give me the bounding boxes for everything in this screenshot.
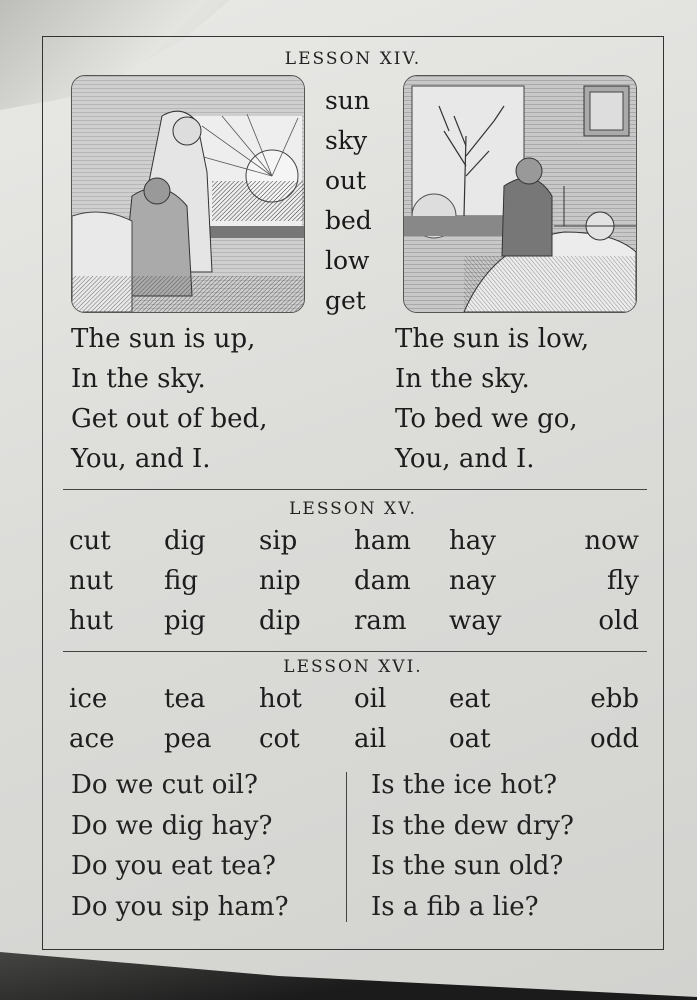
grid-word: nip: [259, 566, 301, 596]
lesson-divider: [63, 651, 647, 652]
lesson-16-left-questions: [71, 765, 289, 927]
vocab-word: get: [325, 286, 366, 315]
lesson-14-word-list: [325, 81, 385, 321]
bedtime-engraving: [404, 76, 636, 312]
grid-word: ram: [354, 606, 407, 636]
vocab-word: sky: [325, 126, 368, 155]
lesson-14-right-verse: [395, 319, 685, 479]
verse-line: The sun is up,: [71, 324, 256, 354]
grid-word: old: [598, 606, 639, 636]
lesson-15-word-grid: [69, 521, 639, 641]
grid-word: oil: [354, 684, 387, 714]
verse-line: Get out of bed,: [71, 404, 268, 434]
grid-word: way: [449, 606, 502, 636]
sunrise-illustration: [71, 75, 305, 313]
lesson-14-heading: LESSON XIV.: [284, 49, 422, 69]
grid-word: dip: [259, 606, 301, 636]
question-line: Do we dig hay?: [71, 810, 273, 841]
vocab-word: sun: [325, 86, 371, 115]
grid-word: tea: [164, 684, 206, 714]
bedtime-illustration: [403, 75, 637, 313]
grid-word: pig: [164, 606, 206, 636]
grid-word: hay: [449, 526, 496, 556]
grid-word: eat: [449, 684, 491, 714]
question-line: Is the ice hot?: [371, 770, 558, 800]
grid-word: dig: [164, 526, 206, 556]
grid-word: hut: [69, 606, 113, 636]
grid-word: oat: [449, 724, 491, 754]
lesson-14-left-verse: [71, 319, 361, 479]
grid-word: ham: [354, 526, 411, 556]
lesson-16-word-grid: [69, 679, 639, 759]
grid-word: cot: [259, 724, 300, 754]
question-line: Is the sun old?: [371, 851, 564, 881]
question-line: Do you eat tea?: [71, 851, 276, 881]
grid-word: ebb: [590, 684, 639, 714]
grid-word: fly: [606, 566, 639, 596]
grid-word: pea: [164, 724, 212, 754]
grid-word: ace: [69, 724, 115, 754]
grid-word: fig: [164, 566, 198, 596]
grid-word: dam: [354, 566, 411, 596]
question-line: Do we cut oil?: [71, 770, 258, 800]
lesson-16-heading: LESSON XVI.: [283, 657, 423, 677]
vocab-word: out: [325, 166, 367, 195]
lesson-16-right-questions: [371, 765, 574, 927]
vocab-word: low: [325, 246, 370, 275]
verse-line: To bed we go,: [395, 404, 578, 434]
verse-line: In the sky.: [71, 364, 206, 394]
grid-word: ail: [354, 724, 387, 754]
grid-word: nut: [69, 566, 113, 596]
grid-word: nay: [449, 566, 496, 596]
vocab-word: bed: [325, 206, 372, 235]
page-frame: [42, 36, 664, 950]
grid-word: odd: [590, 724, 639, 754]
verse-line: In the sky.: [395, 364, 530, 394]
question-line: Do you sip ham?: [71, 891, 289, 922]
grid-word: hot: [259, 684, 302, 714]
verse-line: The sun is low,: [395, 324, 590, 354]
question-line: Is a fib a lie?: [371, 891, 539, 922]
grid-word: cut: [69, 526, 111, 556]
sunrise-engraving: [72, 76, 304, 312]
verse-line: You, and I.: [395, 444, 535, 474]
verse-line: You, and I.: [71, 444, 211, 474]
lesson-15-heading: LESSON XV.: [289, 499, 417, 519]
grid-word: sip: [259, 526, 298, 556]
grid-word: ice: [69, 684, 108, 714]
question-column-divider: [346, 772, 347, 922]
question-line: Is the dew dry?: [371, 810, 574, 841]
lesson-divider: [63, 489, 647, 490]
grid-word: now: [584, 526, 639, 556]
